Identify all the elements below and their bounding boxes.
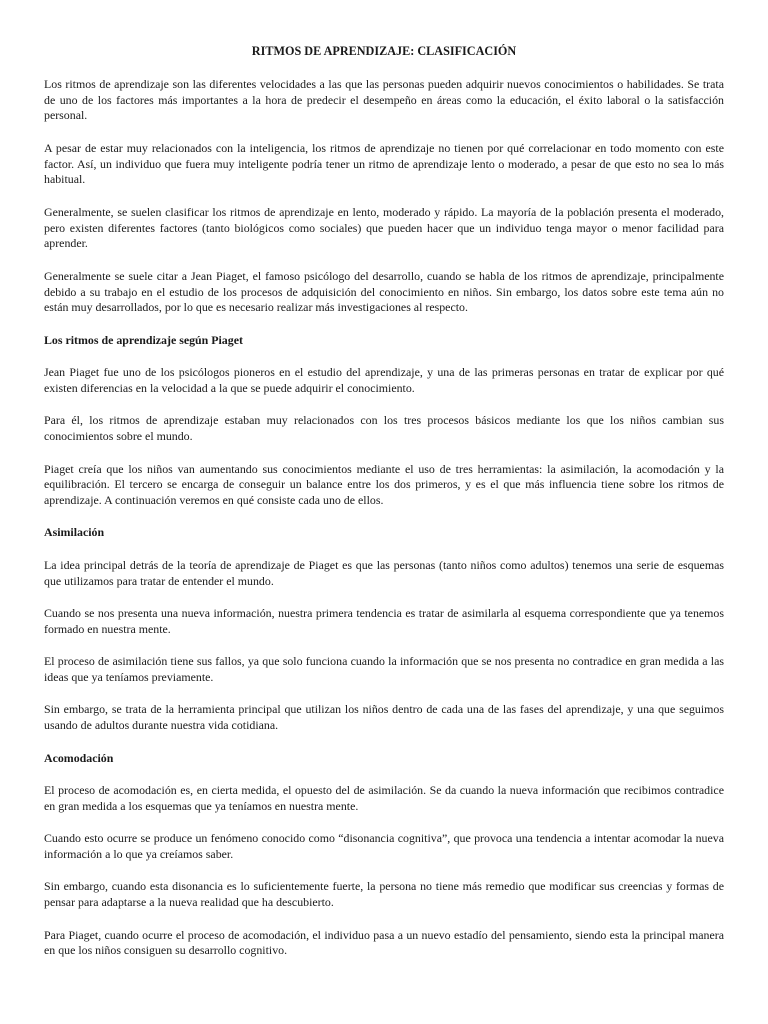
paragraph: Piaget creía que los niños van aumentando sus conocimientos mediante el uso de tres herramientas: la asimilación, la acomodación y la equilibración. El tercero se encarga de conseguir un balance entre los dos primeros, y es el que más influencia tiene sobre los ritmos de aprendizaje. A continuación veremos en qué consiste cada uno de ellos. [44, 461, 724, 508]
section-heading: Asimilación [44, 525, 105, 540]
paragraph: El proceso de asimilación tiene sus fallos, ya que solo funciona cuando la información que se nos presenta no contradice en gran medida a las ideas que ya teníamos previamente. [44, 654, 724, 685]
section-heading: Los ritmos de aprendizaje según Piaget [44, 332, 243, 347]
paragraph: Para Piaget, cuando ocurre el proceso de acomodación, el individuo pasa a un nuevo estadío del pensamiento, siendo esta la principal manera en que los niños consiguen su desarrollo cognitivo. [44, 927, 724, 958]
paragraph: Los ritmos de aprendizaje son las diferentes velocidades a las que las personas pueden adquirir nuevos conocimientos o habilidades. Se trata de uno de los factores más importantes a la hora de predecir el desempeño en áreas como la educación, el éxito laboral o la satisfacción personal. [44, 76, 724, 123]
paragraph: El proceso de acomodación es, en cierta medida, el opuesto del de asimilación. Se da cuando la nueva información que recibimos contradice en gran medida a los esquemas que ya teníamos en nuestra mente. [44, 783, 724, 813]
paragraph: Jean Piaget fue uno de los psicólogos pioneros en el estudio del aprendizaje, y una de las primeras personas en tratar de explicar por qué existen diferencias en la velocidad a la que se puede adquirir el conocimiento. [44, 365, 724, 395]
paragraph: A pesar de estar muy relacionados con la inteligencia, los ritmos de aprendizaje no tienen por qué correlacionar en todo momento con este factor. Así, un individuo que fuera muy inteligente podría tener un ritmo de aprendizaje lento o moderado, a pesar de que esto no sea lo más habitual. [44, 140, 724, 187]
paragraph: Sin embargo, se trata de la herramienta principal que utilizan los niños dentro de cada una de las fases del aprendizaje, y una que seguimos usando de adultos durante nuestra vida cotidiana. [44, 702, 724, 733]
paragraph: Cuando esto ocurre se produce un fenómeno conocido como “disonancia cognitiva”, que provoca una tendencia a intentar acomodar la nueva información a lo que ya creíamos saber. [44, 831, 724, 861]
paragraph: Cuando se nos presenta una nueva información, nuestra primera tendencia es tratar de asimilarla al esquema correspondiente que ya tenemos formado en nuestra mente. [44, 606, 724, 636]
document-title: RITMOS DE APRENDIZAJE: CLASIFICACIÓN [251, 44, 517, 58]
section-heading: Acomodación [44, 750, 114, 765]
paragraph: Sin embargo, cuando esta disonancia es lo suficientemente fuerte, la persona no tiene más remedio que modificar sus creencias y formas de pensar para adaptarse a la nueva realidad que ha descubierto. [44, 879, 724, 910]
paragraph: Para él, los ritmos de aprendizaje estaban muy relacionados con los tres procesos básicos mediante los que los niños cambian sus conocimientos sobre el mundo. [44, 413, 724, 444]
paragraph: Generalmente se suele citar a Jean Piaget, el famoso psicólogo del desarrollo, cuando se habla de los ritmos de aprendizaje, principalmente debido a su trabajo en el estudio de los procesos de adquisición del conocimiento en niños. Sin embargo, los datos sobre este tema aún no están muy desarrollados, por lo que es necesario realizar más investigaciones al respecto. [44, 268, 724, 315]
paragraph: Generalmente, se suelen clasificar los ritmos de aprendizaje en lento, moderado y rápido. La mayoría de la población presenta el moderado, pero existen diferentes factores (tanto biológicos como sociales) que pueden hacer que un individuo tenga mayor o menor facilidad para aprender. [44, 204, 724, 251]
paragraph: La idea principal detrás de la teoría de aprendizaje de Piaget es que las personas (tanto niños como adultos) tenemos una serie de esquemas que utilizamos para tratar de entender el mundo. [44, 557, 724, 588]
